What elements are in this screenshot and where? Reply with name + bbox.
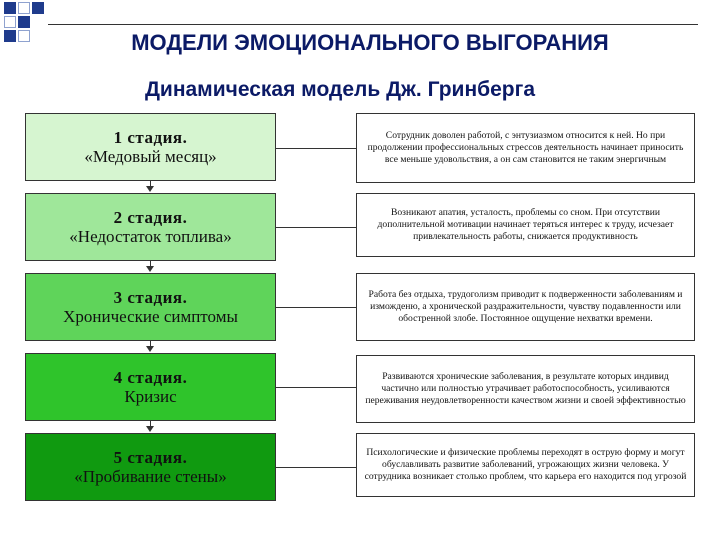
arrow-down-icon	[146, 186, 154, 192]
stage-description-3: Работа без отдыха, трудоголизм приводит к подверженности заболеваниям и изможденю, а хронической раздражительности, чувству подавленности или обостренной злобе. Постоянное ощущение нехватки времени.	[356, 273, 695, 341]
stage-description-4: Развиваются хронические заболевания, в результате которых индивид частично или полностью утрачивает работоспособность, усиливаются переживания неудовлетворенности качеством жизни и своей эффективностью	[356, 355, 695, 423]
decorative-square	[4, 2, 16, 14]
connector-line	[276, 387, 356, 388]
stage-number: 4 стадия.	[113, 368, 188, 387]
stage-box-4	[25, 353, 276, 421]
connector-line	[276, 227, 356, 228]
arrow-down-icon	[146, 266, 154, 272]
stage-description-1: Сотрудник доволен работой, с энтузиазмом относится к ней. Но при продолжении профессиональных стрессов деятельность начинает приносить все меньше удовольствия, а он сам становится не таким энергичным	[356, 113, 695, 183]
stage-name: Кризис	[124, 387, 177, 406]
decorative-square	[18, 2, 30, 14]
decorative-square	[18, 16, 30, 28]
decorative-square	[32, 2, 44, 14]
stage-number: 2 стадия.	[113, 208, 188, 227]
stage-description-5: Психологические и физические проблемы переходят в острую форму и могут обуславливать развитие заболеваний, угрожающих жизни человека. У сотрудника возникает столько проблем, что карьера его находится под угрозой	[356, 433, 695, 497]
stage-box-2	[25, 193, 276, 261]
connector-line	[276, 467, 356, 468]
page-subtitle: Динамическая модель Дж. Гринберга	[144, 78, 536, 101]
stage-number: 1 стадия.	[113, 128, 188, 147]
stage-number: 3 стадия.	[113, 288, 188, 307]
header-rule	[48, 24, 698, 25]
stage-name: «Пробивание стены»	[74, 467, 227, 486]
stage-name: «Недостаток топлива»	[69, 227, 232, 246]
decorative-square	[18, 30, 30, 42]
stage-box-1	[25, 113, 276, 181]
page-title: МОДЕЛИ ЭМОЦИОНАЛЬНОГО ВЫГОРАНИЯ	[131, 30, 609, 55]
arrow-down-icon	[146, 346, 154, 352]
stage-name: «Медовый месяц»	[84, 147, 217, 166]
connector-line	[276, 307, 356, 308]
stage-description-2: Возникают апатия, усталость, проблемы со сном. При отсутствии дополнительной мотивации начинает теряться интерес к труду, исчезает привлекательность работы, снижается продуктивность	[356, 193, 695, 257]
connector-line	[276, 148, 356, 149]
stage-number: 5 стадия.	[113, 448, 188, 467]
stage-box-5	[25, 433, 276, 501]
stage-name: Хронические симптомы	[63, 307, 238, 326]
stage-box-3	[25, 273, 276, 341]
decorative-square	[4, 16, 16, 28]
arrow-down-icon	[146, 426, 154, 432]
decorative-square	[4, 30, 16, 42]
